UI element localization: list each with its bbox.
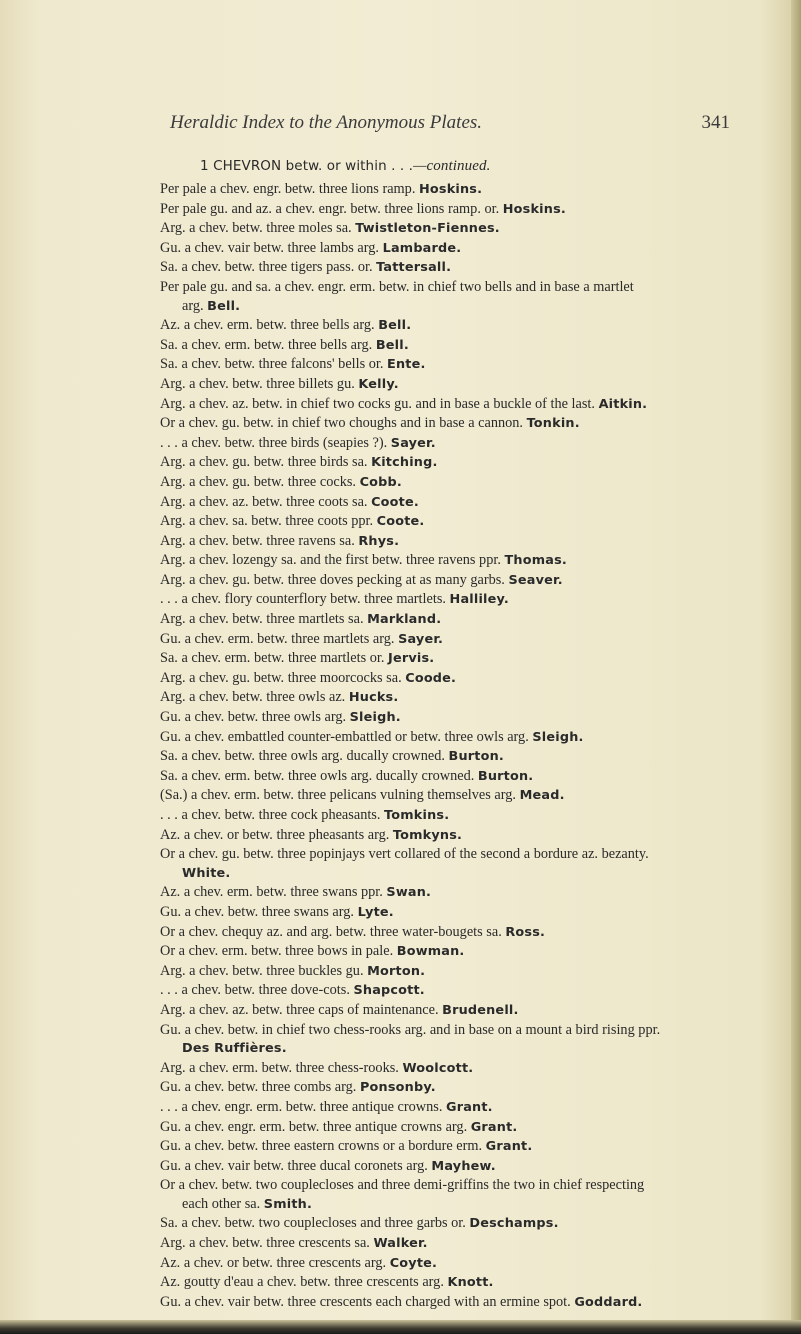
entry-blazon: . . . a chev. betw. three birds (seapies ?). <box>160 434 388 451</box>
entry-family-name: Kelly. <box>358 376 399 392</box>
entry-blazon: Gu. a chev. betw. three swans arg. <box>160 903 354 920</box>
index-entry <box>160 1118 780 1138</box>
entry-blazon: Az. goutty d'eau a chev. betw. three crescents arg. <box>160 1274 444 1291</box>
index-entry <box>160 903 780 923</box>
index-entry <box>160 532 780 552</box>
index-entry <box>160 1137 780 1157</box>
entry-family-name: Goddard. <box>574 1294 643 1310</box>
entry-family-name: Brudenell. <box>442 1002 519 1018</box>
entry-family-name: Bowman. <box>396 944 465 960</box>
index-entry <box>160 1254 780 1274</box>
index-entry <box>160 981 780 1001</box>
entry-blazon: Gu. a chev. vair betw. three ducal coronets arg. <box>160 1157 428 1174</box>
entry-family-name: Sayer. <box>398 631 444 647</box>
index-entry <box>160 669 780 689</box>
entry-family-name: Coote. <box>371 494 419 510</box>
entry-blazon: Gu. a chev. vair betw. three lambs arg. <box>160 239 380 256</box>
entry-blazon: Arg. a chev. gu. betw. three doves pecking at as many garbs. <box>160 571 505 588</box>
entry-blazon: Sa. a chev. betw. three tigers pass. or. <box>160 259 373 276</box>
entry-blazon: Or a chev. gu. betw. three popinjays vert collared of the second a bordure az. bezanty. <box>160 846 649 863</box>
entry-family-name: Sleigh. <box>532 729 584 745</box>
index-entry <box>160 806 780 826</box>
index-entry <box>160 1176 780 1214</box>
index-entry <box>160 942 780 962</box>
index-entry <box>160 1098 780 1118</box>
index-entry <box>160 845 780 883</box>
index-entry <box>160 786 780 806</box>
index-entry <box>160 239 780 259</box>
entry-blazon: . . . a chev. flory counterflory betw. three martlets. <box>160 591 446 608</box>
entry-family-name: Ponsonby. <box>359 1080 436 1096</box>
entry-blazon: Gu. a chev. betw. three eastern crowns or a bordure erm. <box>160 1138 483 1155</box>
entry-family-name: Rhys. <box>358 533 400 549</box>
entry-blazon: Gu. a chev. erm. betw. three martlets arg. <box>160 630 395 647</box>
entry-continuation <box>160 864 780 884</box>
entry-blazon: Gu. a chev. betw. in chief two chess-rooks arg. and in base on a mount a bird rising ppr. <box>160 1021 661 1038</box>
entry-family-name: Grant. <box>445 1099 493 1115</box>
index-entry <box>160 1001 780 1021</box>
entry-family-name: Cobb. <box>359 474 402 490</box>
entry-blazon: Or a chev. erm. betw. three bows in pale. <box>160 943 394 960</box>
entry-family-name: Hucks. <box>348 690 399 706</box>
entry-family-name: Morton. <box>367 963 426 979</box>
page-gutter-shadow <box>791 0 801 1334</box>
entry-family-name: Hoskins. <box>502 201 566 217</box>
entry-family-name: Swan. <box>386 885 432 901</box>
entry-blazon: Sa. a chev. erm. betw. three bells arg. <box>160 336 373 353</box>
entry-family-name: Tomkyns. <box>392 827 463 843</box>
index-entry <box>160 962 780 982</box>
index-entry <box>160 1234 780 1254</box>
running-header <box>170 112 730 134</box>
index-entry <box>160 1293 780 1313</box>
index-entry <box>160 728 780 748</box>
entry-blazon: Arg. a chev. erm. betw. three chess-rooks. <box>160 1059 399 1076</box>
index-entry <box>160 610 780 630</box>
entry-blazon-continued: arg. <box>182 297 208 314</box>
entry-family-name: Coote. <box>376 514 425 530</box>
entry-family-name: Thomas. <box>504 553 567 569</box>
entry-blazon: Arg. a chev. betw. three martlets sa. <box>160 611 364 628</box>
entry-blazon: Az. a chev. erm. betw. three swans ppr. <box>160 884 383 901</box>
entry-blazon: . . . a chev. betw. three cock pheasants. <box>160 807 381 823</box>
entry-family-name: Mayhew. <box>431 1158 496 1174</box>
index-entry <box>160 826 780 846</box>
entry-blazon: Or a chev. chequy az. and arg. betw. three water-bougets sa. <box>160 923 502 940</box>
entry-family-name: Sleigh. <box>349 710 401 726</box>
entry-family-name: Tomkins. <box>384 808 450 823</box>
entry-family-name: Lyte. <box>357 904 394 920</box>
index-entry <box>160 278 780 316</box>
entry-blazon: Sa. a chev. betw. two couplecloses and three garbs or. <box>160 1215 466 1232</box>
entry-family-name: Bell. <box>378 318 412 334</box>
entry-blazon: Az. a chev. erm. betw. three bells arg. <box>160 317 375 334</box>
entry-family-name: Halliley. <box>449 592 509 608</box>
index-entry <box>160 355 780 375</box>
index-entry <box>160 923 780 943</box>
entry-blazon: Arg. a chev. betw. three buckles gu. <box>160 962 364 979</box>
entry-blazon: Or a chev. betw. two couplecloses and three demi-griffins the two in chief respecting <box>160 1177 645 1194</box>
entry-family-name: Sayer. <box>390 435 436 451</box>
index-entry <box>160 434 780 454</box>
entry-family-name: Smith. <box>263 1196 313 1212</box>
entry-family-name: Deschamps. <box>469 1216 559 1232</box>
entry-family-name: Markland. <box>367 612 442 628</box>
entry-blazon: Arg. a chev. az. betw. in chief two cocks gu. and in base a buckle of the last. <box>160 395 595 412</box>
index-entry <box>160 180 780 200</box>
entry-family-name: Burton. <box>477 768 534 784</box>
entry-list <box>160 180 780 1312</box>
index-entry <box>160 1214 780 1234</box>
entry-blazon: Gu. a chev. betw. three combs arg. <box>160 1079 357 1096</box>
section-heading-title: 1 CHEVRON betw. or within . . . <box>200 158 414 174</box>
entry-blazon: Gu. a chev. engr. erm. betw. three antique crowns arg. <box>160 1118 468 1135</box>
entry-family-name: Tattersall. <box>376 260 452 276</box>
index-entry <box>160 414 780 434</box>
entry-blazon: Arg. a chev. sa. betw. three coots ppr. <box>160 513 374 530</box>
entry-blazon: Arg. a chev. lozengy sa. and the first betw. three ravens ppr. <box>160 552 501 569</box>
index-entry <box>160 551 780 571</box>
entry-family-name: Bell. <box>207 298 241 314</box>
entry-blazon: Arg. a chev. betw. three billets gu. <box>160 375 355 392</box>
index-entry <box>160 1157 780 1177</box>
index-entry <box>160 512 780 532</box>
entry-blazon: Sa. a chev. erm. betw. three owls arg. ducally crowned. <box>160 767 475 784</box>
entry-blazon: . . . a chev. betw. three dove-cots. <box>160 982 350 999</box>
entry-family-name: Tonkin. <box>526 416 580 432</box>
entry-family-name: Aitkin. <box>598 396 648 412</box>
entry-family-name: Burton. <box>448 749 504 765</box>
entry-continuation <box>160 1195 780 1215</box>
index-entry <box>160 1078 780 1098</box>
entry-blazon: Az. a chev. or betw. three pheasants arg. <box>160 826 390 843</box>
section-heading-continued: —continued. <box>413 158 491 174</box>
entry-family-name: Kitching. <box>371 455 438 471</box>
entry-blazon: Sa. a chev. betw. three falcons' bells or. <box>160 356 384 373</box>
page-bottom-edge <box>0 1320 801 1334</box>
section-heading <box>200 158 720 175</box>
index-entry <box>160 453 780 473</box>
entry-blazon: Az. a chev. or betw. three crescents arg. <box>160 1254 387 1271</box>
entry-family-name: Twistleton-Fiennes. <box>355 221 500 237</box>
entry-family-name: Grant. <box>485 1139 533 1155</box>
entry-blazon: Arg. a chev. gu. betw. three birds sa. <box>160 454 368 471</box>
entry-family-name: Woolcott. <box>402 1060 474 1076</box>
entry-blazon: Arg. a chev. betw. three ravens sa. <box>160 532 355 549</box>
entry-blazon: Per pale a chev. engr. betw. three lions ramp. <box>160 181 416 197</box>
index-entry <box>160 708 780 728</box>
index-entry <box>160 767 780 787</box>
entry-blazon: Sa. a chev. betw. three owls arg. ducally crowned. <box>160 748 445 765</box>
entry-family-name: Ross. <box>505 924 546 940</box>
index-entry <box>160 395 780 415</box>
entry-blazon-continued: each other sa. <box>182 1195 264 1212</box>
entry-family-name: Hoskins. <box>418 182 483 197</box>
index-entry <box>160 1273 780 1293</box>
index-entry <box>160 493 780 513</box>
entry-continuation <box>160 297 780 317</box>
entry-family-name: Jervis. <box>388 651 435 667</box>
entry-blazon: Gu. a chev. embattled counter-embattled or betw. three owls arg. <box>160 728 529 745</box>
entry-blazon: Arg. a chev. betw. three crescents sa. <box>160 1235 370 1252</box>
entry-blazon: Gu. a chev. betw. three owls arg. <box>160 709 347 726</box>
entry-blazon: Per pale gu. and sa. a chev. engr. erm. betw. in chief two bells and in base a martlet <box>160 278 634 295</box>
entry-blazon: (Sa.) a chev. erm. betw. three pelicans vulning themselves arg. <box>160 787 516 804</box>
entry-blazon: Per pale gu. and az. a chev. engr. betw. three lions ramp. or. <box>160 200 500 217</box>
entry-family-name: Grant. <box>470 1119 518 1135</box>
entry-family-name: Des Ruffières. <box>182 1041 287 1057</box>
entry-blazon: Gu. a chev. vair betw. three crescents each charged with an ermine spot. <box>160 1293 571 1310</box>
entry-blazon: Sa. a chev. erm. betw. three martlets or. <box>160 650 385 667</box>
index-entry <box>160 747 780 767</box>
entry-blazon: Arg. a chev. betw. three owls az. <box>160 689 346 706</box>
entry-family-name: Mead. <box>519 788 565 804</box>
index-entry <box>160 375 780 395</box>
index-entry <box>160 883 780 903</box>
entry-blazon: Arg. a chev. betw. three moles sa. <box>160 220 352 237</box>
running-header-title: Heraldic Index to the Anonymous Plates. <box>170 112 483 133</box>
index-entry <box>160 1059 780 1079</box>
entry-family-name: Walker. <box>373 1236 428 1252</box>
index-entry <box>160 571 780 591</box>
entry-blazon: Arg. a chev. az. betw. three caps of maintenance. <box>160 1001 439 1018</box>
index-entry <box>160 219 780 239</box>
index-entry <box>160 336 780 356</box>
entry-family-name: Knott. <box>447 1275 494 1291</box>
index-entry <box>160 258 780 278</box>
entry-blazon: Or a chev. gu. betw. in chief two choughs and in base a cannon. <box>160 415 523 432</box>
index-entry <box>160 316 780 336</box>
index-entry <box>160 649 780 669</box>
entry-family-name: Ente. <box>387 357 426 373</box>
index-entry <box>160 473 780 493</box>
entry-family-name: Shapcott. <box>353 983 425 999</box>
entry-blazon: Arg. a chev. gu. betw. three moorcocks sa. <box>160 669 402 686</box>
index-entry <box>160 590 780 610</box>
entry-family-name: Bell. <box>375 337 409 353</box>
entry-continuation <box>160 1039 780 1059</box>
entry-family-name: Seaver. <box>508 572 563 588</box>
index-entry <box>160 688 780 708</box>
index-entry <box>160 1021 780 1059</box>
entry-family-name: Coode. <box>405 670 457 686</box>
entry-blazon: . . . a chev. engr. erm. betw. three antique crowns. <box>160 1098 443 1115</box>
entry-family-name: White. <box>182 865 231 881</box>
entry-family-name: Coyte. <box>389 1255 438 1271</box>
index-entry <box>160 200 780 220</box>
index-entry <box>160 630 780 650</box>
page-number: 341 <box>701 112 730 133</box>
entry-family-name: Lambarde. <box>382 240 462 256</box>
entry-blazon: Arg. a chev. az. betw. three coots sa. <box>160 493 368 510</box>
entry-blazon: Arg. a chev. gu. betw. three cocks. <box>160 473 356 490</box>
